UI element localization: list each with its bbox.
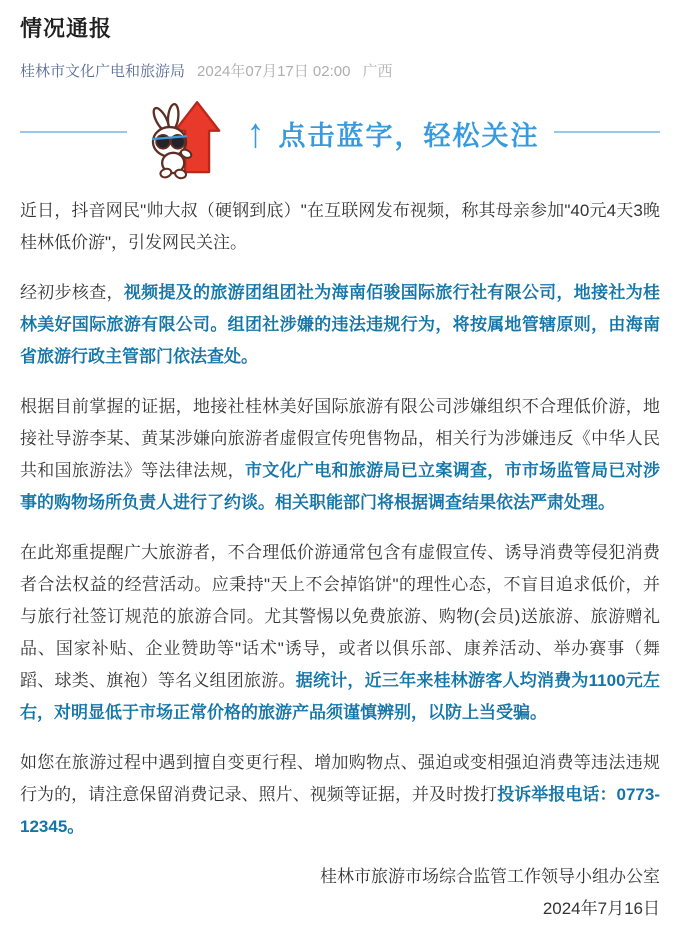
body-text: 如您在旅游过程中遇到擅自变更行程、增加购物点、强迫或变相强迫消费等违法违规行为的，请注意保留消费记录、照片、视频等证据，并及时拨打 — [20, 753, 660, 804]
banner-right-line — [554, 131, 661, 133]
signature-org: 桂林市旅游市场综合监管工作领导小组办公室 — [320, 867, 660, 886]
publish-location: 广西 — [362, 63, 393, 80]
banner-left-line — [20, 131, 127, 133]
article-paragraph — [20, 277, 660, 373]
highlighted-text: 视频提及的旅游团组团社为海南佰骏国际旅行社有限公司，地接社为桂林美好国际旅游有限公司。组团社涉嫌的违法违规行为，将按属地管辖原则，由海南省旅游行政主管部门依法查处。 — [20, 283, 661, 366]
body-text: 根据目前掌握的证据，地接社桂林美好国际旅游有限公司涉嫌组织不合理低价游，地接社导游李某、黄某涉嫌向旅游者虚假宣传兜售物品，相关行为涉嫌违反《中华人民共和国旅游法》等法律法规， — [20, 397, 660, 480]
article-paragraph — [20, 195, 660, 259]
highlighted-text: 投诉举报电话：0773-12345。 — [20, 785, 661, 836]
byline — [20, 60, 660, 81]
article-paragraph — [20, 391, 660, 519]
up-arrow-icon: ↑ — [246, 108, 265, 156]
article-body — [20, 195, 660, 843]
highlighted-text: 据统计，近三年来桂林游客人均消费为1100元左右，对明显低于市场正常价格的旅游产品须谨慎辨别，以防上当受骗。 — [20, 671, 661, 722]
rabbit-arrow-mascot-icon — [141, 97, 233, 181]
article-paragraph — [20, 747, 660, 843]
highlighted-text: 市文化广电和旅游局已立案调查，市市场监管局已对涉事的购物场所负责人进行了约谈。相关职能部门将根据调查结果依法严肃处理。 — [20, 461, 661, 512]
follow-banner[interactable] — [20, 97, 660, 181]
article-paragraph — [20, 537, 660, 729]
account-name-link[interactable]: 桂林市文化广电和旅游局 — [20, 63, 186, 80]
body-text: 经初步核查， — [20, 283, 124, 302]
signature-date: 2024年7月16日 — [542, 899, 660, 918]
page-title: 情况通报 — [20, 16, 113, 41]
publish-datetime: 2024年07月17日 02:00 — [197, 63, 351, 80]
signature-block — [20, 861, 660, 925]
body-text: 在此郑重提醒广大旅游者，不合理低价游通常包含有虚假宣传、诱导消费等侵犯消费者合法权益的经营活动。应秉持"天上不会掉馅饼"的理性心态，不盲目追求低价，并与旅行社签订规范的旅游合同。尤其警惕以免费旅游、购物(会员)送旅游、旅游赠礼品、国家补贴、企业赞助等"话术"诱导，或者以俱乐部、康养活动、举办赛事（舞蹈、球类、旗袍）等名义组团旅游。 — [20, 543, 660, 690]
banner-caption: 点击蓝字，轻松关注 — [278, 120, 540, 151]
body-text: 近日，抖音网民"帅大叔（硬钢到底）"在互联网发布视频，称其母亲参加"40元4天3晚桂林低价游"，引发网民关注。 — [20, 201, 660, 252]
